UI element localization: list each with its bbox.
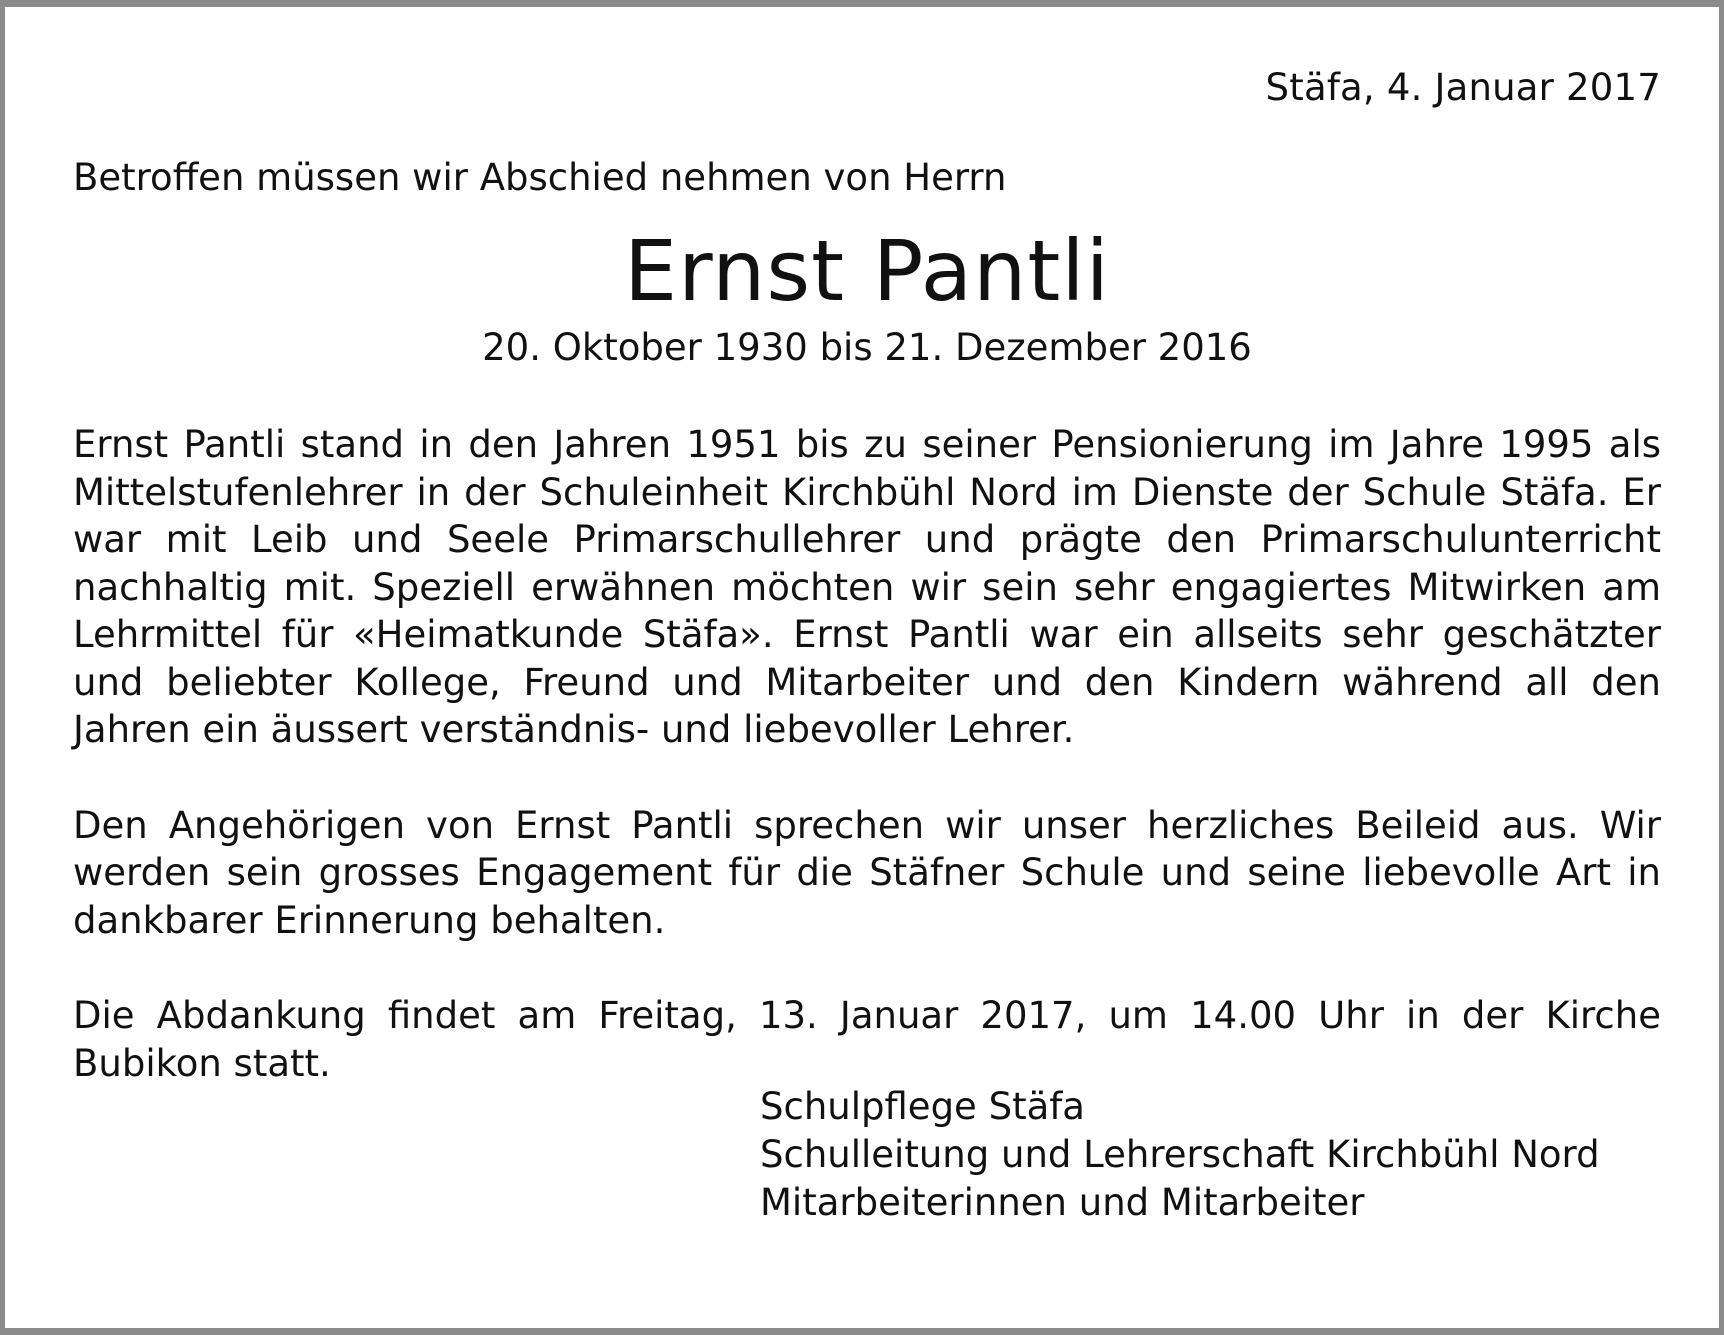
signer-line: Mitarbeiterinnen und Mitarbeiter [760, 1181, 1365, 1224]
body-paragraph-2: Den Angehörigen von Ernst Pantli sprechen wir unser herzliches Beileid aus. Wir werden sein grosses Engagement für die Stäfner Schule und seine liebevolle Art in dankbarer Erinnerung behalten. [73, 803, 1661, 942]
life-dates: 20. Oktober 1930 bis 21. Dezember 2016 [482, 326, 1252, 369]
obituary-notice [73, 63, 1661, 1087]
deceased-name: Ernst Pantli [624, 222, 1110, 320]
body-paragraph-1: Ernst Pantli stand in den Jahren 1951 bis zu seiner Pensionierung im Jahre 1995 als Mittelstufenlehrer in der Schuleinheit Kirchbühl Nord im Dienste der Schule Stäfa. Er war mit Leib und Seele Primarschullehrer und prägte den Primarschulunterricht nachhaltig mit. Speziell erwähnen möchten wir sein sehr engagiertes Mitwirken am Lehrmittel für «Heimatkunde Stäfa». Ernst Pantli war ein allseits sehr geschätzter und beliebter Kollege, Freund und Mitarbeiter und den Kindern während all den Jahren ein äussert verständnis- und liebevoller Lehrer. [73, 423, 1661, 751]
signers-block [760, 1083, 1600, 1227]
intro-text: Betroffen müssen wir Abschied nehmen von Herrn [73, 156, 1007, 199]
signer-line: Schulpflege Stäfa [760, 1085, 1085, 1128]
place-date: Stäfa, 4. Januar 2017 [1265, 66, 1661, 109]
body-paragraph-3: Die Abdankung findet am Freitag, 13. Januar 2017, um 14.00 Uhr in der Kirche Bubikon statt. [73, 994, 1661, 1085]
signer-line: Schulleitung und Lehrerschaft Kirchbühl Nord [760, 1133, 1600, 1176]
